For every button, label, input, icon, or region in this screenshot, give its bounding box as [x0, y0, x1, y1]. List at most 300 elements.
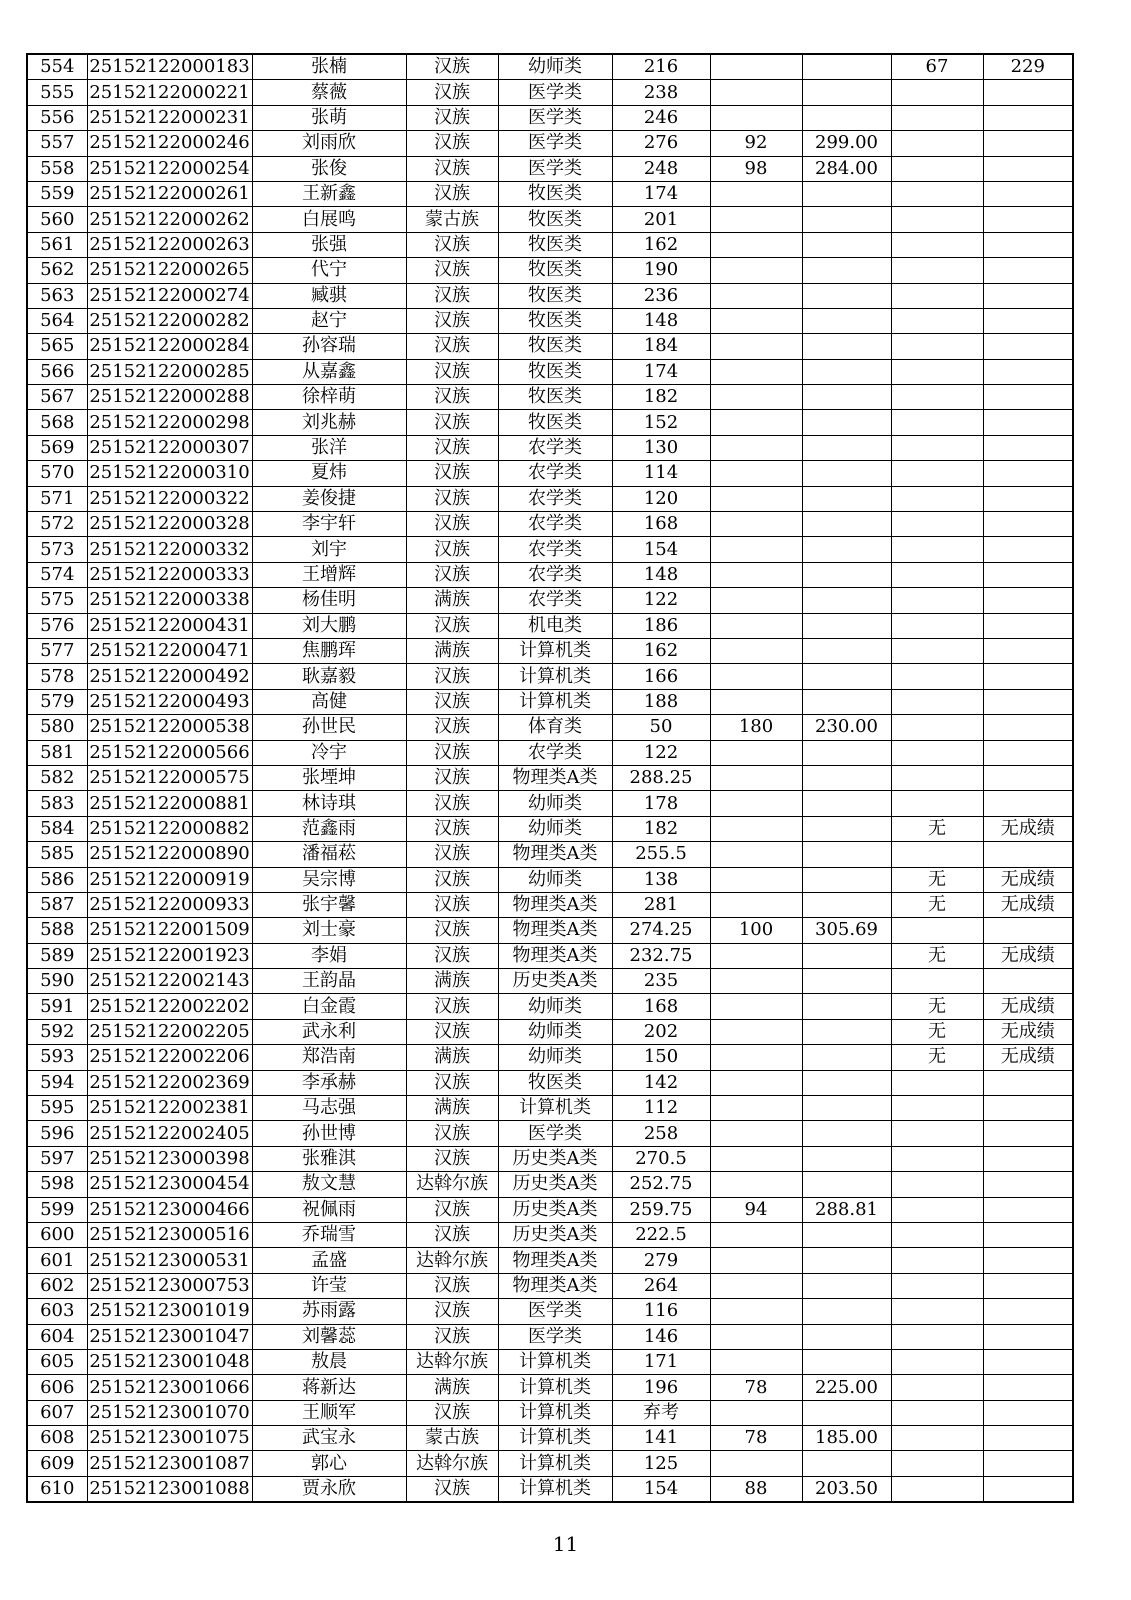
cell-col10 — [983, 689, 1073, 714]
cell-ethnicity: 汉族 — [406, 1019, 498, 1044]
cell-extra_score — [710, 283, 802, 308]
cell-category: 计算机类 — [498, 1451, 612, 1476]
cell-total: 230.00 — [802, 715, 891, 740]
table-row — [27, 791, 1073, 816]
table-row — [27, 54, 1073, 80]
cell-no: 556 — [27, 105, 87, 130]
table-row — [27, 1451, 1073, 1476]
cell-no: 559 — [27, 181, 87, 206]
cell-score: 222.5 — [612, 1222, 710, 1247]
cell-ethnicity: 汉族 — [406, 105, 498, 130]
cell-exam_id: 25152122000493 — [87, 689, 252, 714]
cell-exam_id: 25152122000285 — [87, 359, 252, 384]
cell-ethnicity: 汉族 — [406, 715, 498, 740]
cell-exam_id: 25152123001047 — [87, 1324, 252, 1349]
cell-no: 576 — [27, 613, 87, 638]
cell-ethnicity: 汉族 — [406, 689, 498, 714]
table-row — [27, 105, 1073, 130]
cell-extra_score: 100 — [710, 918, 802, 943]
cell-category: 历史类A类 — [498, 969, 612, 994]
cell-total — [802, 892, 891, 917]
cell-name: 刘大鹏 — [252, 613, 406, 638]
cell-name: 李娟 — [252, 943, 406, 968]
cell-name: 耿嘉毅 — [252, 664, 406, 689]
cell-exam_id: 25152122000298 — [87, 410, 252, 435]
cell-extra_score — [710, 664, 802, 689]
cell-col10 — [983, 537, 1073, 562]
cell-col9 — [891, 1222, 983, 1247]
cell-name: 林诗琪 — [252, 791, 406, 816]
cell-extra_score: 98 — [710, 156, 802, 181]
cell-score: 281 — [612, 892, 710, 917]
cell-score: 196 — [612, 1375, 710, 1400]
cell-col9 — [891, 1070, 983, 1095]
table-row — [27, 765, 1073, 790]
cell-exam_id: 25152123001075 — [87, 1426, 252, 1451]
table-row — [27, 715, 1073, 740]
cell-ethnicity: 汉族 — [406, 308, 498, 333]
table-row — [27, 181, 1073, 206]
cell-name: 高健 — [252, 689, 406, 714]
table-row — [27, 562, 1073, 587]
cell-col10 — [983, 765, 1073, 790]
cell-total — [802, 1349, 891, 1374]
cell-category: 农学类 — [498, 562, 612, 587]
cell-exam_id: 25152122000246 — [87, 131, 252, 156]
cell-score: 178 — [612, 791, 710, 816]
cell-total: 299.00 — [802, 131, 891, 156]
cell-total — [802, 80, 891, 105]
cell-category: 牧医类 — [498, 385, 612, 410]
cell-score: 50 — [612, 715, 710, 740]
cell-col9 — [891, 1426, 983, 1451]
cell-extra_score — [710, 1096, 802, 1121]
cell-col9 — [891, 410, 983, 435]
cell-name: 郑浩南 — [252, 1045, 406, 1070]
cell-no: 571 — [27, 486, 87, 511]
cell-total: 185.00 — [802, 1426, 891, 1451]
cell-total — [802, 994, 891, 1019]
cell-ethnicity: 满族 — [406, 1045, 498, 1070]
cell-extra_score — [710, 1299, 802, 1324]
cell-exam_id: 25152122000333 — [87, 562, 252, 587]
cell-col9 — [891, 80, 983, 105]
cell-score: 182 — [612, 385, 710, 410]
cell-category: 农学类 — [498, 512, 612, 537]
cell-ethnicity: 汉族 — [406, 892, 498, 917]
cell-ethnicity: 汉族 — [406, 791, 498, 816]
cell-score: 270.5 — [612, 1146, 710, 1171]
cell-col9 — [891, 258, 983, 283]
table-row — [27, 1400, 1073, 1425]
cell-category: 医学类 — [498, 105, 612, 130]
cell-no: 577 — [27, 638, 87, 663]
cell-exam_id: 25152122000933 — [87, 892, 252, 917]
cell-ethnicity: 汉族 — [406, 181, 498, 206]
cell-ethnicity: 达斡尔族 — [406, 1248, 498, 1273]
cell-name: 赵宁 — [252, 308, 406, 333]
cell-extra_score — [710, 1349, 802, 1374]
cell-category: 计算机类 — [498, 1096, 612, 1121]
table-row — [27, 461, 1073, 486]
cell-col9 — [891, 1476, 983, 1502]
cell-exam_id: 25152123000466 — [87, 1197, 252, 1222]
cell-category: 医学类 — [498, 131, 612, 156]
cell-no: 591 — [27, 994, 87, 1019]
cell-no: 569 — [27, 435, 87, 460]
cell-col10 — [983, 1400, 1073, 1425]
cell-total — [802, 1019, 891, 1044]
table-row — [27, 892, 1073, 917]
cell-category: 牧医类 — [498, 1070, 612, 1095]
cell-score: 236 — [612, 283, 710, 308]
cell-score: 174 — [612, 359, 710, 384]
cell-col10: 无成绩 — [983, 943, 1073, 968]
cell-ethnicity: 汉族 — [406, 1273, 498, 1298]
cell-score: 168 — [612, 512, 710, 537]
cell-ethnicity: 汉族 — [406, 80, 498, 105]
cell-exam_id: 25152123001066 — [87, 1375, 252, 1400]
table-row — [27, 435, 1073, 460]
cell-extra_score — [710, 1019, 802, 1044]
cell-score: 216 — [612, 54, 710, 80]
cell-score: 162 — [612, 232, 710, 257]
cell-ethnicity: 汉族 — [406, 131, 498, 156]
cell-extra_score — [710, 385, 802, 410]
cell-score: 188 — [612, 689, 710, 714]
cell-col10 — [983, 1248, 1073, 1273]
cell-name: 潘福菘 — [252, 842, 406, 867]
table-row — [27, 1146, 1073, 1171]
cell-extra_score — [710, 435, 802, 460]
cell-name: 敖文慧 — [252, 1172, 406, 1197]
cell-no: 585 — [27, 842, 87, 867]
cell-col9 — [891, 359, 983, 384]
cell-col10 — [983, 1451, 1073, 1476]
cell-col9 — [891, 613, 983, 638]
cell-col10 — [983, 1222, 1073, 1247]
cell-score: 259.75 — [612, 1197, 710, 1222]
cell-total — [802, 1146, 891, 1171]
cell-extra_score: 78 — [710, 1375, 802, 1400]
cell-col10 — [983, 740, 1073, 765]
cell-name: 白展鸣 — [252, 207, 406, 232]
cell-exam_id: 25152122000566 — [87, 740, 252, 765]
cell-ethnicity: 汉族 — [406, 816, 498, 841]
cell-extra_score — [710, 791, 802, 816]
cell-exam_id: 25152122000492 — [87, 664, 252, 689]
cell-exam_id: 25152122001923 — [87, 943, 252, 968]
cell-no: 604 — [27, 1324, 87, 1349]
cell-name: 蒋新达 — [252, 1375, 406, 1400]
cell-col9: 无 — [891, 867, 983, 892]
cell-no: 584 — [27, 816, 87, 841]
cell-no: 593 — [27, 1045, 87, 1070]
cell-exam_id: 25152122000263 — [87, 232, 252, 257]
cell-col9 — [891, 664, 983, 689]
cell-total — [802, 105, 891, 130]
cell-score: 114 — [612, 461, 710, 486]
cell-col10 — [983, 842, 1073, 867]
cell-ethnicity: 汉族 — [406, 486, 498, 511]
table-row — [27, 1121, 1073, 1146]
cell-exam_id: 25152122000310 — [87, 461, 252, 486]
cell-extra_score — [710, 740, 802, 765]
cell-ethnicity: 满族 — [406, 638, 498, 663]
cell-no: 560 — [27, 207, 87, 232]
cell-extra_score — [710, 613, 802, 638]
cell-ethnicity: 汉族 — [406, 461, 498, 486]
cell-col10: 无成绩 — [983, 1019, 1073, 1044]
cell-category: 农学类 — [498, 740, 612, 765]
cell-ethnicity: 汉族 — [406, 765, 498, 790]
cell-no: 562 — [27, 258, 87, 283]
cell-exam_id: 25152122000322 — [87, 486, 252, 511]
cell-ethnicity: 汉族 — [406, 1070, 498, 1095]
cell-col9 — [891, 715, 983, 740]
cell-no: 603 — [27, 1299, 87, 1324]
table-row — [27, 664, 1073, 689]
cell-total — [802, 740, 891, 765]
cell-no: 581 — [27, 740, 87, 765]
cell-extra_score — [710, 105, 802, 130]
cell-name: 臧骐 — [252, 283, 406, 308]
table-row — [27, 258, 1073, 283]
cell-category: 计算机类 — [498, 1375, 612, 1400]
cell-category: 农学类 — [498, 435, 612, 460]
cell-category: 幼师类 — [498, 867, 612, 892]
cell-col10 — [983, 588, 1073, 613]
cell-col9 — [891, 1197, 983, 1222]
cell-no: 590 — [27, 969, 87, 994]
cell-col10 — [983, 918, 1073, 943]
cell-category: 医学类 — [498, 1121, 612, 1146]
cell-ethnicity: 蒙古族 — [406, 1426, 498, 1451]
cell-extra_score — [710, 1172, 802, 1197]
cell-total — [802, 1222, 891, 1247]
cell-name: 夏炜 — [252, 461, 406, 486]
cell-category: 牧医类 — [498, 181, 612, 206]
cell-category: 物理类A类 — [498, 943, 612, 968]
cell-extra_score — [710, 512, 802, 537]
cell-category: 农学类 — [498, 461, 612, 486]
cell-no: 607 — [27, 1400, 87, 1425]
cell-score: 182 — [612, 816, 710, 841]
cell-col9 — [891, 1400, 983, 1425]
cell-no: 563 — [27, 283, 87, 308]
cell-category: 牧医类 — [498, 334, 612, 359]
cell-total — [802, 842, 891, 867]
cell-score: 168 — [612, 994, 710, 1019]
cell-col9 — [891, 791, 983, 816]
cell-no: 594 — [27, 1070, 87, 1095]
cell-col10: 无成绩 — [983, 1045, 1073, 1070]
cell-total — [802, 562, 891, 587]
cell-ethnicity: 汉族 — [406, 54, 498, 80]
cell-exam_id: 25152122000265 — [87, 258, 252, 283]
cell-ethnicity: 汉族 — [406, 385, 498, 410]
cell-score: 255.5 — [612, 842, 710, 867]
cell-col9 — [891, 435, 983, 460]
cell-category: 物理类A类 — [498, 918, 612, 943]
cell-total — [802, 258, 891, 283]
cell-ethnicity: 汉族 — [406, 1299, 498, 1324]
cell-exam_id: 25152122000221 — [87, 80, 252, 105]
cell-extra_score — [710, 867, 802, 892]
cell-col9 — [891, 283, 983, 308]
cell-score: 252.75 — [612, 1172, 710, 1197]
cell-category: 计算机类 — [498, 1426, 612, 1451]
cell-no: 565 — [27, 334, 87, 359]
cell-ethnicity: 汉族 — [406, 283, 498, 308]
cell-category: 物理类A类 — [498, 842, 612, 867]
table-row — [27, 740, 1073, 765]
cell-col10 — [983, 638, 1073, 663]
cell-score: 274.25 — [612, 918, 710, 943]
cell-total — [802, 537, 891, 562]
table-row — [27, 410, 1073, 435]
cell-total: 305.69 — [802, 918, 891, 943]
cell-extra_score — [710, 1400, 802, 1425]
cell-name: 王新鑫 — [252, 181, 406, 206]
cell-no: 597 — [27, 1146, 87, 1171]
cell-exam_id: 25152123000753 — [87, 1273, 252, 1298]
cell-exam_id: 25152122000890 — [87, 842, 252, 867]
cell-ethnicity: 汉族 — [406, 740, 498, 765]
cell-extra_score — [710, 1121, 802, 1146]
cell-ethnicity: 满族 — [406, 1096, 498, 1121]
cell-category: 农学类 — [498, 588, 612, 613]
cell-no: 582 — [27, 765, 87, 790]
cell-total — [802, 334, 891, 359]
cell-no: 568 — [27, 410, 87, 435]
cell-category: 牧医类 — [498, 258, 612, 283]
cell-ethnicity: 汉族 — [406, 537, 498, 562]
cell-ethnicity: 汉族 — [406, 258, 498, 283]
cell-ethnicity: 汉族 — [406, 1121, 498, 1146]
cell-total — [802, 385, 891, 410]
cell-no: 557 — [27, 131, 87, 156]
table-row — [27, 131, 1073, 156]
cell-name: 范鑫雨 — [252, 816, 406, 841]
cell-extra_score — [710, 410, 802, 435]
cell-extra_score — [710, 1146, 802, 1171]
cell-score: 138 — [612, 867, 710, 892]
table-row — [27, 1019, 1073, 1044]
cell-category: 物理类A类 — [498, 1273, 612, 1298]
cell-total — [802, 1400, 891, 1425]
cell-extra_score — [710, 1451, 802, 1476]
cell-total — [802, 207, 891, 232]
cell-col9 — [891, 334, 983, 359]
cell-category: 医学类 — [498, 80, 612, 105]
cell-name: 王顺军 — [252, 1400, 406, 1425]
cell-exam_id: 25152122000274 — [87, 283, 252, 308]
cell-name: 王增辉 — [252, 562, 406, 587]
cell-col9: 无 — [891, 1019, 983, 1044]
cell-col10: 无成绩 — [983, 816, 1073, 841]
cell-exam_id: 25152122000262 — [87, 207, 252, 232]
cell-score: 116 — [612, 1299, 710, 1324]
cell-no: 566 — [27, 359, 87, 384]
cell-col10 — [983, 1197, 1073, 1222]
cell-col9 — [891, 461, 983, 486]
cell-no: 554 — [27, 54, 87, 80]
table-row — [27, 943, 1073, 968]
cell-category: 幼师类 — [498, 816, 612, 841]
cell-score: 279 — [612, 1248, 710, 1273]
cell-name: 代宁 — [252, 258, 406, 283]
cell-extra_score — [710, 1273, 802, 1298]
cell-category: 农学类 — [498, 537, 612, 562]
cell-ethnicity: 汉族 — [406, 1324, 498, 1349]
cell-score: 246 — [612, 105, 710, 130]
cell-col10 — [983, 410, 1073, 435]
cell-category: 计算机类 — [498, 1400, 612, 1425]
cell-category: 物理类A类 — [498, 1248, 612, 1273]
cell-col10 — [983, 258, 1073, 283]
cell-name: 祝佩雨 — [252, 1197, 406, 1222]
table-row — [27, 867, 1073, 892]
cell-col9 — [891, 1349, 983, 1374]
cell-col10 — [983, 562, 1073, 587]
cell-col10 — [983, 359, 1073, 384]
cell-ethnicity: 汉族 — [406, 1476, 498, 1502]
cell-score: 174 — [612, 181, 710, 206]
table-row — [27, 1222, 1073, 1247]
cell-col9 — [891, 842, 983, 867]
cell-total — [802, 461, 891, 486]
cell-score: 141 — [612, 1426, 710, 1451]
cell-total — [802, 664, 891, 689]
table-row — [27, 588, 1073, 613]
cell-category: 牧医类 — [498, 283, 612, 308]
cell-col10 — [983, 283, 1073, 308]
cell-no: 599 — [27, 1197, 87, 1222]
cell-ethnicity: 汉族 — [406, 435, 498, 460]
cell-col10 — [983, 791, 1073, 816]
cell-exam_id: 25152122000431 — [87, 613, 252, 638]
table-row — [27, 1273, 1073, 1298]
cell-col9: 无 — [891, 1045, 983, 1070]
cell-extra_score — [710, 308, 802, 333]
cell-col10 — [983, 1426, 1073, 1451]
cell-name: 孙世博 — [252, 1121, 406, 1146]
cell-name: 张宇馨 — [252, 892, 406, 917]
cell-score: 122 — [612, 588, 710, 613]
cell-category: 历史类A类 — [498, 1146, 612, 1171]
cell-category: 历史类A类 — [498, 1197, 612, 1222]
cell-ethnicity: 达斡尔族 — [406, 1451, 498, 1476]
cell-exam_id: 25152122002405 — [87, 1121, 252, 1146]
cell-col9 — [891, 1375, 983, 1400]
table-row — [27, 994, 1073, 1019]
cell-exam_id: 25152122000307 — [87, 435, 252, 460]
cell-total — [802, 181, 891, 206]
cell-extra_score — [710, 1324, 802, 1349]
cell-category: 医学类 — [498, 1324, 612, 1349]
cell-name: 许莹 — [252, 1273, 406, 1298]
cell-exam_id: 25152123001088 — [87, 1476, 252, 1502]
cell-score: 264 — [612, 1273, 710, 1298]
table-row — [27, 1172, 1073, 1197]
cell-name: 马志强 — [252, 1096, 406, 1121]
cell-col10 — [983, 664, 1073, 689]
cell-exam_id: 25152123001070 — [87, 1400, 252, 1425]
cell-exam_id: 25152122000919 — [87, 867, 252, 892]
cell-extra_score: 88 — [710, 1476, 802, 1502]
cell-extra_score — [710, 1222, 802, 1247]
